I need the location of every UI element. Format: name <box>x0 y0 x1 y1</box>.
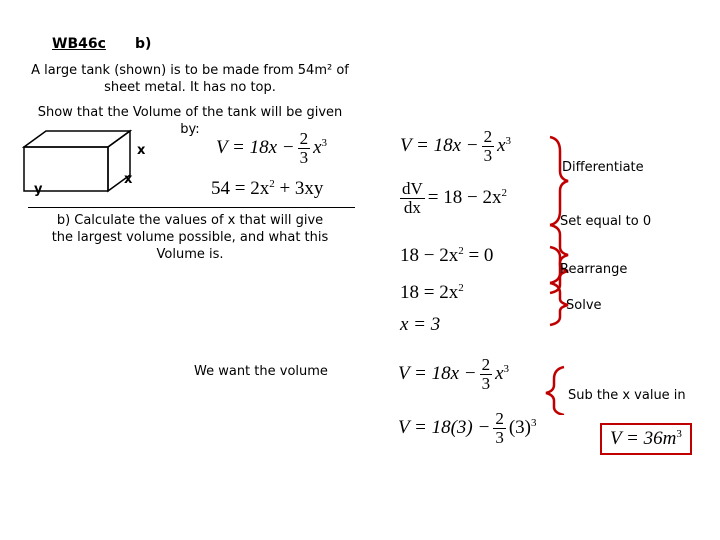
step7-var: (3) <box>508 416 531 438</box>
step6-den: 3 <box>481 374 491 393</box>
step-rearrange <box>400 282 464 304</box>
step1-den: 3 <box>483 146 493 165</box>
step-set-zero <box>400 245 493 267</box>
diagram-x-front-label: x <box>124 172 133 187</box>
derivative-fraction <box>400 180 425 217</box>
step1-fraction <box>482 128 495 165</box>
header-code: WB46c <box>52 36 106 52</box>
note-differentiate: Differentiate <box>562 160 644 175</box>
step4-exp: 2 <box>458 282 464 294</box>
question-line-3: Volume is. <box>156 247 224 262</box>
intro-line-2: sheet metal. It has no top. <box>104 80 276 95</box>
given-volume-num: 2 <box>299 129 309 148</box>
answer-exp: 3 <box>676 428 682 440</box>
step7-exp: 3 <box>530 416 537 429</box>
step3-exp: 2 <box>458 245 464 257</box>
step3-rhs: = 0 <box>468 245 494 266</box>
step7-lhs: V = 18(3) − <box>398 416 491 438</box>
step7-den: 3 <box>495 428 504 447</box>
step6-exp: 3 <box>503 362 510 375</box>
derivative-den: dx <box>403 198 421 217</box>
note-want-volume: We want the volume <box>194 364 328 379</box>
derivative-num: dV <box>402 179 423 198</box>
given-area-lhs: 54 = 2x <box>211 178 270 199</box>
note-sub-x: Sub the x value in <box>568 388 686 403</box>
step1-var: x <box>497 134 506 156</box>
given-area-rest: + 3xy <box>279 178 324 199</box>
given-volume-lhs: V = 18x − <box>216 136 295 158</box>
note-solve: Solve <box>566 298 602 313</box>
derivative-rhs: = 18 − 2x <box>427 186 502 208</box>
note-rearrange: Rearrange <box>560 262 628 277</box>
note-set-equal: Set equal to 0 <box>560 214 652 229</box>
given-volume-den: 3 <box>299 148 309 167</box>
divider <box>28 207 355 208</box>
derivative-exp: 2 <box>501 186 507 199</box>
given-volume-var: x <box>313 136 322 158</box>
step-volume-again <box>398 356 509 393</box>
brace-differentiate <box>550 137 568 225</box>
step6-fraction <box>480 356 493 393</box>
given-volume-exp: 3 <box>321 136 328 149</box>
step1-lhs: V = 18x − <box>400 134 479 156</box>
step-derivative <box>400 180 507 217</box>
header-part: b) <box>135 36 152 52</box>
question-text <box>20 212 360 263</box>
question-line-2: the largest volume possible, and what this <box>51 230 329 245</box>
step1-exp: 3 <box>505 134 512 147</box>
diagram-x-top-label: x <box>137 143 146 158</box>
step7-fraction <box>493 410 506 447</box>
intro-line-3: Show that the Volume of the tank will be given <box>37 105 343 120</box>
given-area-formula <box>211 178 323 200</box>
answer-box <box>600 423 692 455</box>
given-volume-formula <box>216 130 327 167</box>
step5-text: x = 3 <box>400 314 441 335</box>
question-line-1: b) Calculate the values of x that will give <box>56 213 324 228</box>
intro-line-4: by: <box>180 122 200 137</box>
answer-text: V = 36m <box>610 428 677 449</box>
intro-line-1: A large tank (shown) is to be made from 54m² of <box>31 63 349 78</box>
step6-lhs: V = 18x − <box>398 362 477 384</box>
step-volume-formula <box>400 128 511 165</box>
step7-num: 2 <box>495 409 504 428</box>
diagram-y-label: y <box>34 182 43 197</box>
step3-lhs: 18 − 2x <box>400 245 459 266</box>
step-solve <box>400 314 440 336</box>
step6-num: 2 <box>481 355 491 374</box>
brace-sub-x <box>546 367 564 415</box>
step6-var: x <box>495 362 504 384</box>
step1-num: 2 <box>483 127 493 146</box>
step-substitute <box>398 410 536 447</box>
step4-lhs: 18 = 2x <box>400 282 459 303</box>
given-area-exp: 2 <box>269 178 275 190</box>
given-volume-fraction <box>298 130 311 167</box>
